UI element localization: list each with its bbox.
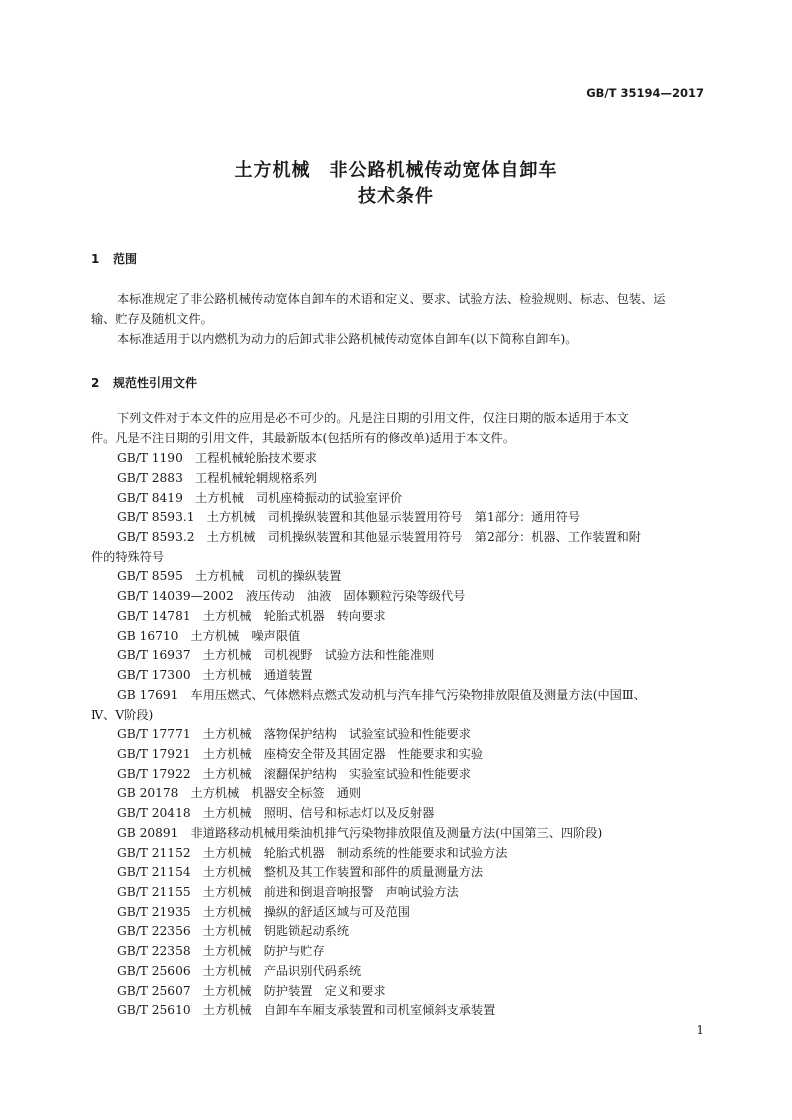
reference-item: GB/T 8595 土方机械 司机的操纵装置 <box>117 569 342 583</box>
section-number: 1 <box>91 252 100 266</box>
reference-item: GB/T 17771 土方机械 落物保护结构 试验室试验和性能要求 <box>117 727 471 741</box>
header-standard-code: GB/T 35194—2017 <box>586 86 704 100</box>
paragraph-line: 输、贮存及随机文件。 <box>91 312 213 326</box>
reference-item: GB/T 14039—2002 液压传动 油液 固体颗粒污染等级代号 <box>117 589 466 603</box>
reference-item: GB/T 8593.2 土方机械 司机操纵装置和其他显示装置用符号 第2部分：机器、工作装置和附 <box>117 530 641 544</box>
reference-item: GB 20178 土方机械 机器安全标签 通则 <box>117 786 362 800</box>
reference-item: GB 16710 土方机械 噪声限值 <box>117 629 301 643</box>
paragraph-line: 下列文件对于本文件的应用是必不可少的。凡是注日期的引用文件，仅注日期的版本适用于本文 <box>117 411 629 425</box>
paragraph-line: 件。凡是不注日期的引用文件，其最新版本(包括所有的修改单)适用于本文件。 <box>91 431 515 445</box>
section-heading-scope <box>91 250 137 267</box>
section-heading-normative-references <box>91 374 197 391</box>
reference-item: GB/T 20418 土方机械 照明、信号和标志灯以及反射器 <box>117 806 435 820</box>
reference-item: GB/T 22356 土方机械 钥匙锁起动系统 <box>117 924 350 938</box>
document-subtitle: 技术条件 <box>358 186 434 207</box>
reference-item: GB/T 8419 土方机械 司机座椅振动的试验室评价 <box>117 491 403 505</box>
section-number: 2 <box>91 376 100 390</box>
reference-item: GB 17691 车用压燃式、气体燃料点燃式发动机与汽车排气污染物排放限值及测量方法(中国Ⅲ、 <box>117 688 646 702</box>
reference-item: GB/T 22358 土方机械 防护与贮存 <box>117 944 325 958</box>
reference-item: GB/T 1190 工程机械轮胎技术要求 <box>117 451 317 465</box>
reference-item: GB/T 21155 土方机械 前进和倒退音响报警 声响试验方法 <box>117 885 459 899</box>
section-title: 范围 <box>113 252 138 266</box>
reference-item: GB/T 21152 土方机械 轮胎式机器 制动系统的性能要求和试验方法 <box>117 846 508 860</box>
reference-item: GB/T 17921 土方机械 座椅安全带及其固定器 性能要求和实验 <box>117 747 484 761</box>
reference-item: GB/T 16937 土方机械 司机视野 试验方法和性能准则 <box>117 648 435 662</box>
paragraph-line: 本标准规定了非公路机械传动宽体自卸车的术语和定义、要求、试验方法、检验规则、标志、包装、运 <box>117 292 666 306</box>
reference-item: GB/T 21935 土方机械 操纵的舒适区域与可及范围 <box>117 905 410 919</box>
reference-item: GB/T 25607 土方机械 防护装置 定义和要求 <box>117 984 386 998</box>
reference-item: GB/T 2883 工程机械轮辋规格系列 <box>117 471 317 485</box>
document-title: 土方机械 非公路机械传动宽体自卸车 <box>234 160 558 181</box>
reference-item: GB/T 21154 土方机械 整机及其工作装置和部件的质量测量方法 <box>117 865 484 879</box>
reference-item: GB/T 8593.1 土方机械 司机操纵装置和其他显示装置用符号 第1部分：通用符号 <box>117 510 581 524</box>
reference-item: GB/T 14781 土方机械 轮胎式机器 转向要求 <box>117 609 386 623</box>
reference-item: GB/T 25606 土方机械 产品识别代码系统 <box>117 964 362 978</box>
reference-item-continued: Ⅳ、Ⅴ阶段) <box>91 708 154 722</box>
page-number: 1 <box>696 1023 704 1037</box>
reference-item: GB 20891 非道路移动机械用柴油机排气污染物排放限值及测量方法(中国第三、四阶段) <box>117 826 603 840</box>
reference-item: GB/T 17300 土方机械 通道装置 <box>117 668 313 682</box>
reference-item-continued: 件的特殊符号 <box>91 550 165 564</box>
reference-item: GB/T 25610 土方机械 自卸车车厢支承装置和司机室倾斜支承装置 <box>117 1003 496 1017</box>
section-title: 规范性引用文件 <box>113 376 198 390</box>
paragraph-line: 本标准适用于以内燃机为动力的后卸式非公路机械传动宽体自卸车(以下简称自卸车)。 <box>117 332 578 346</box>
reference-item: GB/T 17922 土方机械 滚翻保护结构 实验室试验和性能要求 <box>117 767 471 781</box>
